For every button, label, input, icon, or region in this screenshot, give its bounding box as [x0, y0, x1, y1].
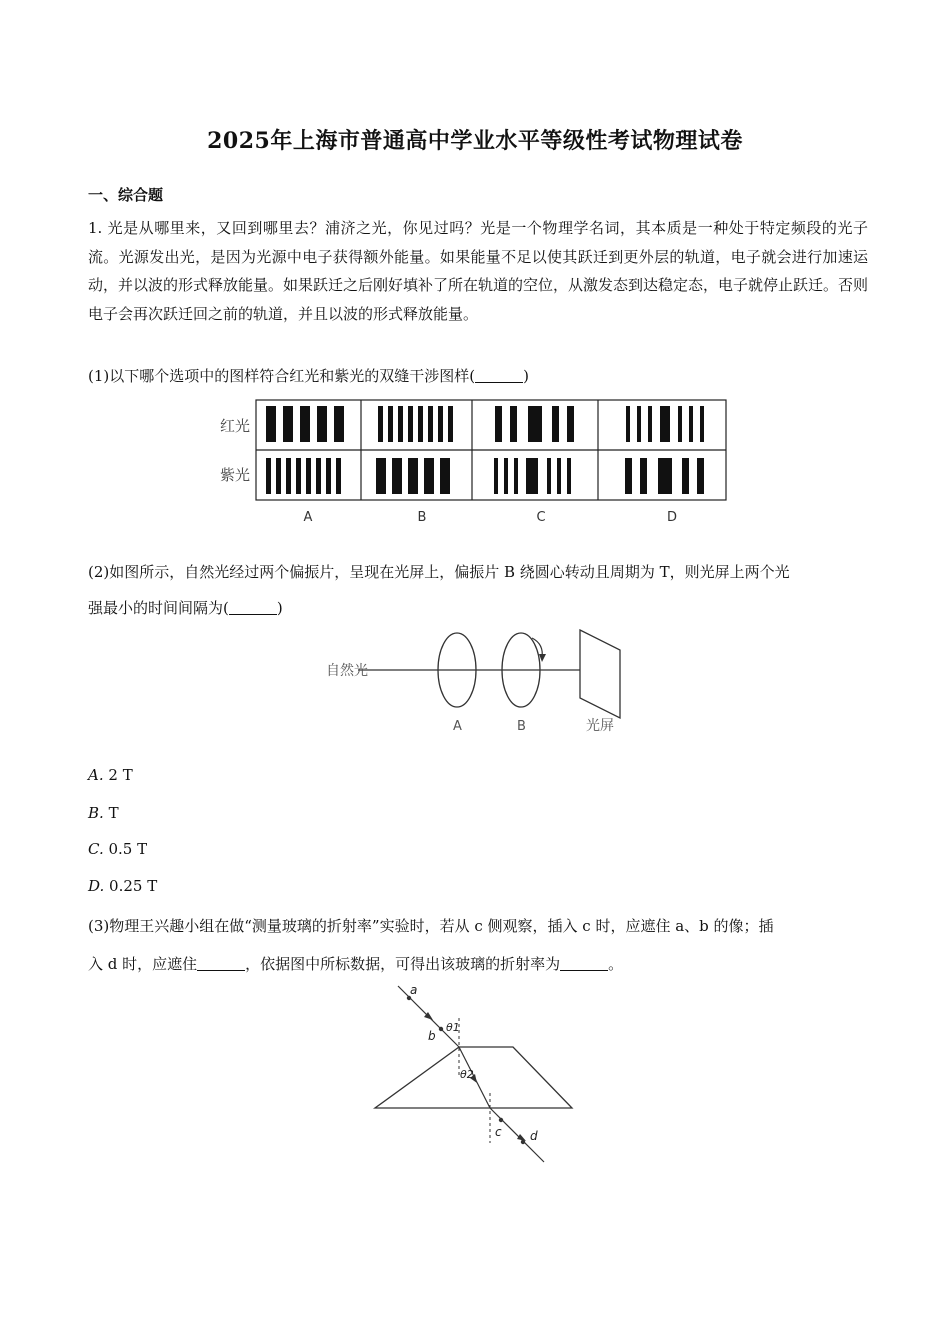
fringe-d-red: [678, 406, 682, 442]
screen-label: 光屏: [586, 718, 614, 734]
question-2-line2: 强最小的时间间隔为(: [88, 599, 229, 617]
label-c: c: [495, 1125, 502, 1139]
fringe-b-red: [448, 406, 453, 442]
question-3-number: (3): [88, 917, 110, 935]
question-1: [88, 362, 878, 390]
question-1-close: ): [523, 367, 529, 385]
label-d: d: [530, 1129, 538, 1143]
label-a: a: [410, 983, 418, 997]
option-b[interactable]: [88, 804, 119, 822]
question-2-close: ): [276, 599, 283, 617]
pin-d: [521, 1140, 525, 1144]
polarizer-figure: [320, 624, 640, 744]
fringe-a-violet: [306, 458, 311, 494]
fringe-a-red: [317, 406, 327, 442]
light-screen: [580, 630, 620, 718]
option-c-value: 0.5 T: [108, 840, 148, 858]
fringe-c-red: [552, 406, 559, 442]
option-d[interactable]: [88, 877, 157, 895]
fringe-c-red: [510, 406, 517, 442]
question-3-line1: 物理王兴趣小组在做“测量玻璃的折射率”实验时，若从 c 侧观察，插入 c 时，应遮住 a、b 的像；插: [109, 917, 774, 935]
fringe-d-violet: [682, 458, 689, 494]
page-title: 2025年上海市普通高中学业水平等级性考试物理试卷: [207, 128, 743, 154]
option-d-value: 0.25 T: [109, 877, 158, 895]
question-3-blank-2: [560, 955, 608, 971]
fringe-d-violet: [640, 458, 647, 494]
interference-pattern-figure: [210, 392, 740, 532]
label-theta2: θ2: [460, 1068, 474, 1081]
col-label-b: B: [417, 510, 427, 525]
pin-c: [499, 1118, 503, 1122]
fringe-a-red: [266, 406, 276, 442]
fringe-d-violet: [625, 458, 632, 494]
fringe-b-violet: [440, 458, 450, 494]
fringe-c-violet: [526, 458, 538, 494]
refraction-figure: [360, 978, 590, 1170]
fringe-a-violet: [296, 458, 301, 494]
fringe-b-violet: [376, 458, 386, 494]
fringe-a-red: [283, 406, 293, 442]
fringe-c-violet: [547, 458, 551, 494]
question-3-line2-b: ，依据图中所标数据，可得出该玻璃的折射率为: [245, 955, 561, 973]
fringe-a-violet: [316, 458, 321, 494]
fringe-a-violet: [286, 458, 291, 494]
question-2-line1: 如图所示，自然光经过两个偏振片，呈现在光屏上，偏振片 B 绕圆心转动且周期为 T，则光屏上两个光: [109, 563, 790, 581]
option-b-letter: B.: [88, 804, 104, 822]
fringe-d-violet: [658, 458, 672, 494]
fringe-c-red: [528, 406, 542, 442]
fringe-c-violet: [567, 458, 571, 494]
col-label-a: A: [303, 510, 313, 525]
fringe-a-violet: [326, 458, 331, 494]
option-a-letter: A.: [88, 766, 104, 784]
fringe-a-violet: [276, 458, 281, 494]
polarizer-b-label: B: [517, 719, 526, 734]
question-3: [88, 912, 878, 940]
label-theta1: θ1: [446, 1021, 460, 1034]
fringe-b-red: [378, 406, 383, 442]
section-heading: 一、综合题: [88, 186, 164, 204]
fringe-a-red: [300, 406, 310, 442]
option-c-letter: C.: [88, 840, 104, 858]
fringe-d-red: [660, 406, 670, 442]
col-label-d: D: [666, 510, 678, 525]
ray-arrow-icon: [517, 1134, 526, 1141]
pin-b: [439, 1027, 443, 1031]
question-1-text: 以下哪个选项中的图样符合红光和紫光的双缝干涉图样(: [109, 367, 476, 385]
option-a[interactable]: [88, 766, 133, 784]
fringe-d-red: [700, 406, 704, 442]
question-3-blank-1: [197, 955, 245, 971]
fringe-d-violet: [697, 458, 704, 494]
fringe-b-red: [398, 406, 403, 442]
row-label-red: 红光: [220, 417, 251, 435]
option-b-value: T: [108, 804, 119, 822]
fringe-b-red: [388, 406, 393, 442]
fringe-a-violet: [336, 458, 341, 494]
fringe-a-violet: [266, 458, 271, 494]
option-c[interactable]: [88, 840, 147, 858]
fringe-b-red: [438, 406, 443, 442]
fringe-d-red: [626, 406, 630, 442]
natural-light-label: 自然光: [326, 663, 368, 679]
fringe-a-red: [334, 406, 344, 442]
question-2: [88, 558, 878, 586]
fringe-d-red: [689, 406, 693, 442]
fringe-c-violet: [557, 458, 561, 494]
fringe-b-red: [408, 406, 413, 442]
col-label-c: C: [536, 510, 546, 525]
question-2-line2-row: [88, 594, 878, 622]
question-1-blank: [475, 367, 523, 383]
fringe-b-red: [428, 406, 433, 442]
intro-paragraph: 1. 光是从哪里来，又回到哪里去？浦济之光，你见过吗？光是一个物理学名词，其本质是一种处于特定频段的光子流。光源发出光，是因为光源中电子获得额外能量。如果能量不足以使其跃迁到更外层的轨道，电子就会进行加速运动，并以波的形式释放能量。如果跃迁之后刚好填补了所在轨道的空位，从激发态到达稳定态，电子就停止跃迁。否则电子会再次跃迁回之前的轨道，并且以波的形式释放能量。: [88, 219, 869, 323]
fringe-c-violet: [504, 458, 508, 494]
row-label-violet: 紫光: [220, 466, 251, 484]
fringe-c-red: [567, 406, 574, 442]
fringe-d-red: [637, 406, 641, 442]
fringe-b-violet: [424, 458, 434, 494]
question-3-line2-a: 入 d 时，应遮住: [88, 955, 198, 973]
question-3-line2-c: 。: [608, 955, 624, 973]
fringe-d-red: [648, 406, 652, 442]
question-3-line2-row: [88, 950, 878, 978]
fringe-c-red: [495, 406, 502, 442]
fringe-c-violet: [494, 458, 498, 494]
fringe-b-violet: [392, 458, 402, 494]
fringe-b-red: [418, 406, 423, 442]
fringe-c-violet: [514, 458, 518, 494]
question-2-blank: [229, 599, 277, 615]
option-d-letter: D.: [88, 877, 105, 895]
question-2-number: (2): [88, 563, 110, 581]
question-1-number: (1): [88, 367, 110, 385]
fringe-b-violet: [408, 458, 418, 494]
label-b: b: [428, 1029, 436, 1043]
polarizer-a-label: A: [453, 719, 462, 734]
option-a-value: 2 T: [108, 766, 133, 784]
